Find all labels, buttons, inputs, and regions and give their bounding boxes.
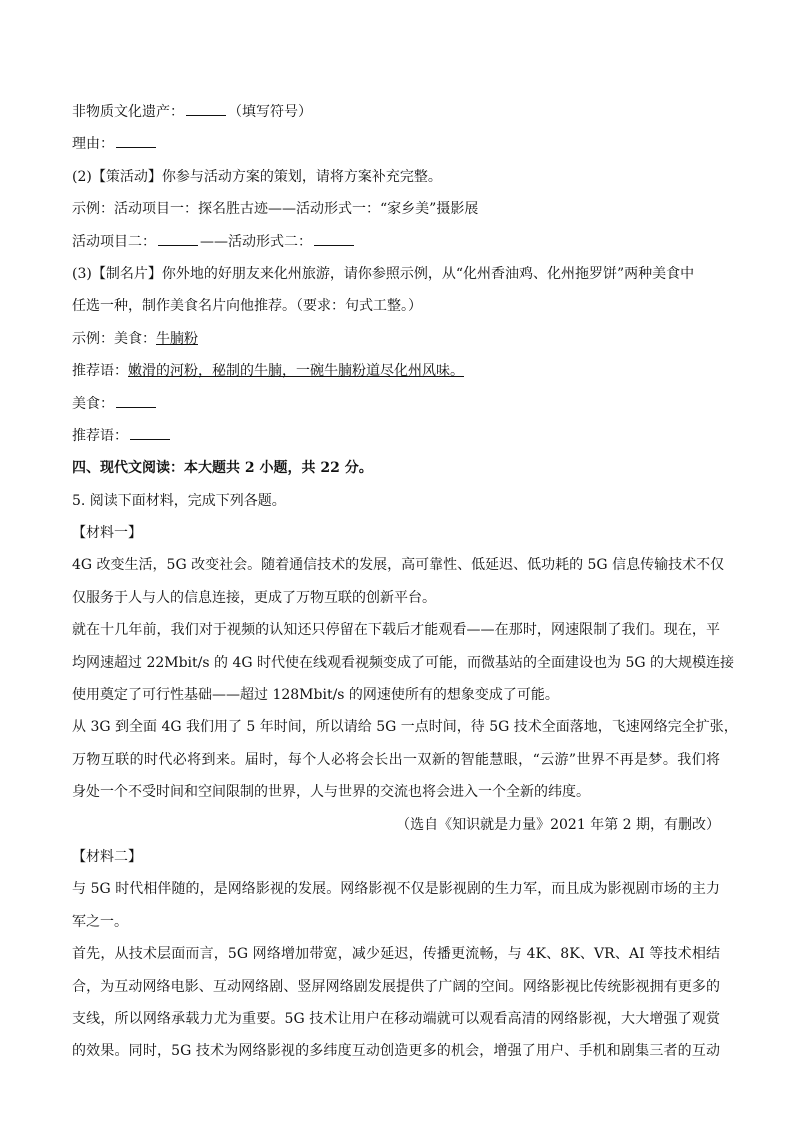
text-line: 军之一。 xyxy=(72,913,128,930)
text-line: 就在十几年前，我们对于视频的认知还只停留在下载后才能观看——在那时，网速限制了我们。现在，平 xyxy=(72,622,720,639)
recommend-answer-line xyxy=(72,423,720,449)
material-one-source: （选自《知识就是力量》2021 年第 2 期，有删改） xyxy=(396,816,720,833)
question-3-prompt-line-2: 任选一种，制作美食名片向他推荐。（要求：句式工整。） xyxy=(72,298,422,315)
text-line: 与 5G 时代相伴随的，是网络影视的发展。网络影视不仅是影视剧的生力军，而且成为影视剧市场的主力 xyxy=(72,881,720,898)
text-line: 身处一个不受时间和空间限制的世界，人与世界的交流也将会进入一个全新的纬度。 xyxy=(72,784,590,801)
text-line: 仅服务于人与人的信息连接，更成了万物互联的创新平台。 xyxy=(72,589,436,606)
food-blank[interactable] xyxy=(116,393,156,408)
heritage-label: 非物质文化遗产： xyxy=(72,104,184,120)
text-line: 首先，从技术层面而言，5G 网络增加带宽，减少延迟，传播更流畅，与 4K、8K、VR、AI 等技术相结 xyxy=(72,946,720,963)
material-two-paragraph-2 xyxy=(72,941,720,1064)
text-line: 4G 改变生活，5G 改变社会。随着通信技术的发展，高可靠性、低延迟、低功耗的 5G 信息传输技术不仅 xyxy=(72,557,725,574)
food-answer-line xyxy=(72,391,720,417)
activity-form-blank[interactable] xyxy=(314,231,354,246)
text-line: 从 3G 到全面 4G 我们用了 5 年时间，所以请给 5G 一点时间，待 5G 技术全面落地，飞速网络完全扩张， xyxy=(72,719,738,736)
activity-item-blank[interactable] xyxy=(158,231,198,246)
material-one-heading: 【材料一】 xyxy=(72,525,142,542)
food-label: 美食： xyxy=(72,395,114,412)
text-line: 均网速超过 22Mbit/s 的 4G 时代使在线观看视频变成了可能，而微基站的全面建设也为 5G 的大规模连接 xyxy=(72,654,734,671)
material-two-heading: 【材料二】 xyxy=(72,848,142,865)
example-food-value: 牛腩粉 xyxy=(156,330,198,347)
recommend-label: 推荐语： xyxy=(72,427,128,444)
text-line: 合，为互动网络电影、互动网络剧、竖屏网络剧发展提供了广阔的空间。网络影视比传统影视拥有更多的 xyxy=(72,978,720,995)
heritage-blank[interactable] xyxy=(186,101,226,116)
section-four-heading: 四、现代文阅读：本大题共 2 小题，共 22 分。 xyxy=(72,460,373,477)
text-line: 支线，所以网络承载力尤为重要。5G 技术让用户在移动端就可以观看高清的网络影视，大大增强了观赏 xyxy=(72,1010,720,1027)
heritage-hint: （填写符号） xyxy=(228,104,312,120)
material-one-paragraph-3 xyxy=(72,714,738,805)
recommend-blank[interactable] xyxy=(130,425,170,440)
text-line: 使用奠定了可行性基础——超过 128Mbit/s 的网速使所有的想象变成了可能。 xyxy=(72,687,559,704)
document-page xyxy=(72,99,738,1071)
example-recommend-line xyxy=(72,358,720,384)
reason-answer-line xyxy=(72,131,720,157)
activity-two-label: 活动项目二： xyxy=(72,233,156,250)
question-3-prompt-line-1: (3)【制名片】你外地的好朋友来化州旅游，请你参照示例，从“化州香油鸡、化州拖罗饼”两种美食中 xyxy=(72,265,695,282)
question-2-example: 示例：活动项目一：探名胜古迹——活动形式一：“家乡美”摄影展 xyxy=(72,201,479,218)
example-recommend-label: 推荐语： xyxy=(72,363,128,380)
question-5-prompt: 5. 阅读下面材料，完成下列各题。 xyxy=(72,492,286,509)
material-two-paragraph-1 xyxy=(72,876,720,934)
activity-two-line xyxy=(72,229,720,255)
example-food-line xyxy=(72,326,720,352)
example-recommend-value: 嫩滑的河粉，秘制的牛腩，一碗牛腩粉道尽化州风味。 xyxy=(128,363,464,380)
heritage-answer-line xyxy=(72,99,720,125)
activity-form-label: ——活动形式二： xyxy=(200,233,312,250)
reason-label: 理由： xyxy=(72,136,114,153)
text-line: 的效果。同时，5G 技术为网络影视的多纬度互动创造更多的机会，增强了用户、手机和剧集三者的互动 xyxy=(72,1043,720,1060)
material-one-paragraph-2 xyxy=(72,617,734,708)
text-line: 万物互联的时代必将到来。届时，每个人必将会长出一双新的智能慧眼，“云游”世界不再是梦。我们将 xyxy=(72,751,720,768)
material-one-paragraph-1 xyxy=(72,552,725,610)
reason-blank[interactable] xyxy=(116,133,156,148)
question-2-prompt: (2)【策活动】你参与活动方案的策划，请将方案补充完整。 xyxy=(72,168,442,185)
example-food-label: 示例：美食： xyxy=(72,330,156,347)
